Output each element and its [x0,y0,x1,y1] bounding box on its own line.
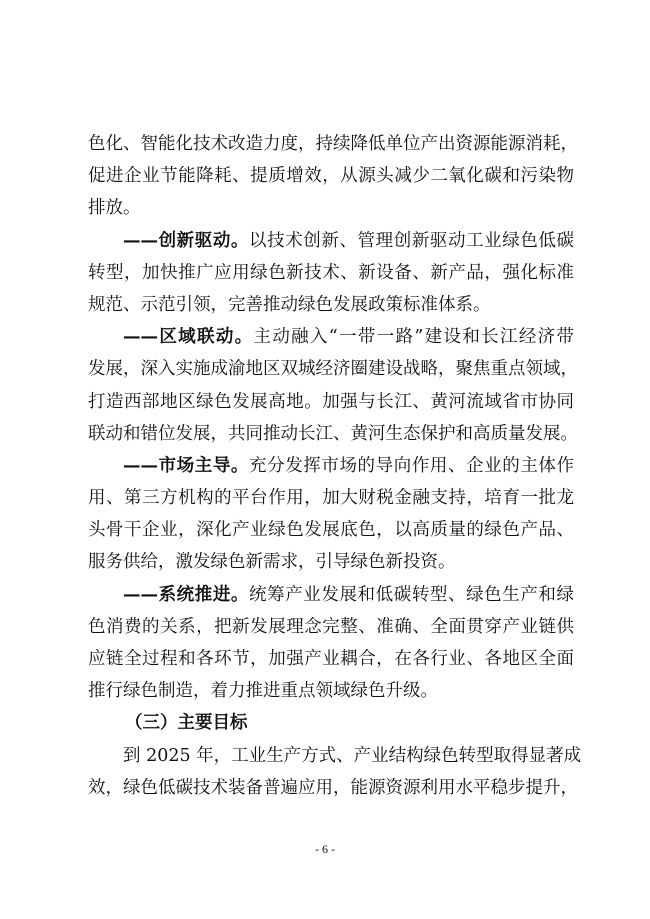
section-heading: （三）主要目标 [125,713,248,734]
principle-system-first-line [88,579,574,611]
text-line: 转型，加快推广应用绿色新技术、新设备、新产品，强化标准 [88,262,574,283]
text-line: 色消费的关系，把新发展理念完整、准确、全面贯穿产业链供 [88,616,574,637]
text-line: 头骨干企业，深化产业绿色发展底色，以高质量的绿色产品、 [88,520,574,541]
text-line: 打造西部地区绿色发展高地。加强与长江、黄河流域省市协同 [88,391,574,412]
text-line: 用、第三方机构的平台作用，加大财税金融支持，培育一批龙 [88,488,574,509]
text-line: 到 2025 年，工业生产方式、产业结构绿色转型取得显著成 [123,745,582,766]
body-text [88,128,582,804]
text-line: 效，绿色低碳技术装备普遍应用，能源资源利用水平稳步提升， [88,777,578,798]
text-line: 服务供给，激发绿色新需求，引导绿色新投资。 [88,552,456,573]
principle-market-first-line [88,450,574,482]
principle-regional-first-line [88,321,574,353]
text-line: 推行绿色制造，着力推进重点领域绿色升级。 [88,681,438,702]
principle-title: ——区域联动。 [123,327,254,348]
page-number: - 6 - [315,842,335,856]
principle-title: ——创新驱动。 [123,230,250,251]
text-line: 联动和错位发展，共同推动长江、黄河生态保护和高质量发展。 [88,423,578,444]
text-line: 促进企业节能降耗、提质增效，从源头减少二氧化碳和污染物 [88,166,574,187]
principle-text: 主动融入“一带一路”建设和长江经济带 [253,327,574,348]
text-line: 色化、智能化技术改造力度，持续降低单位产出资源能源消耗， [88,134,578,154]
principle-text: 以技术创新、管理创新驱动工业绿色低碳 [249,230,575,251]
principle-innovation-first-line [88,225,574,257]
principle-text: 充分发挥市场的导向作用、企业的主体作 [249,455,575,476]
principle-title: ——系统推进。 [123,584,250,605]
principle-text: 统筹产业发展和低碳转型、绿色生产和绿 [249,584,575,605]
text-line: 规范、示范引领，完善推动绿色发展政策标准体系。 [88,294,491,315]
principle-title: ——市场主导。 [123,455,250,476]
text-line: 排放。 [88,198,141,219]
text-line: 应链全过程和各环节，加强产业耦合，在各行业、各地区全面 [88,649,574,669]
text-line: 发展，深入实施成渝地区双城经济圈建设战略，聚焦重点领域， [88,359,578,380]
